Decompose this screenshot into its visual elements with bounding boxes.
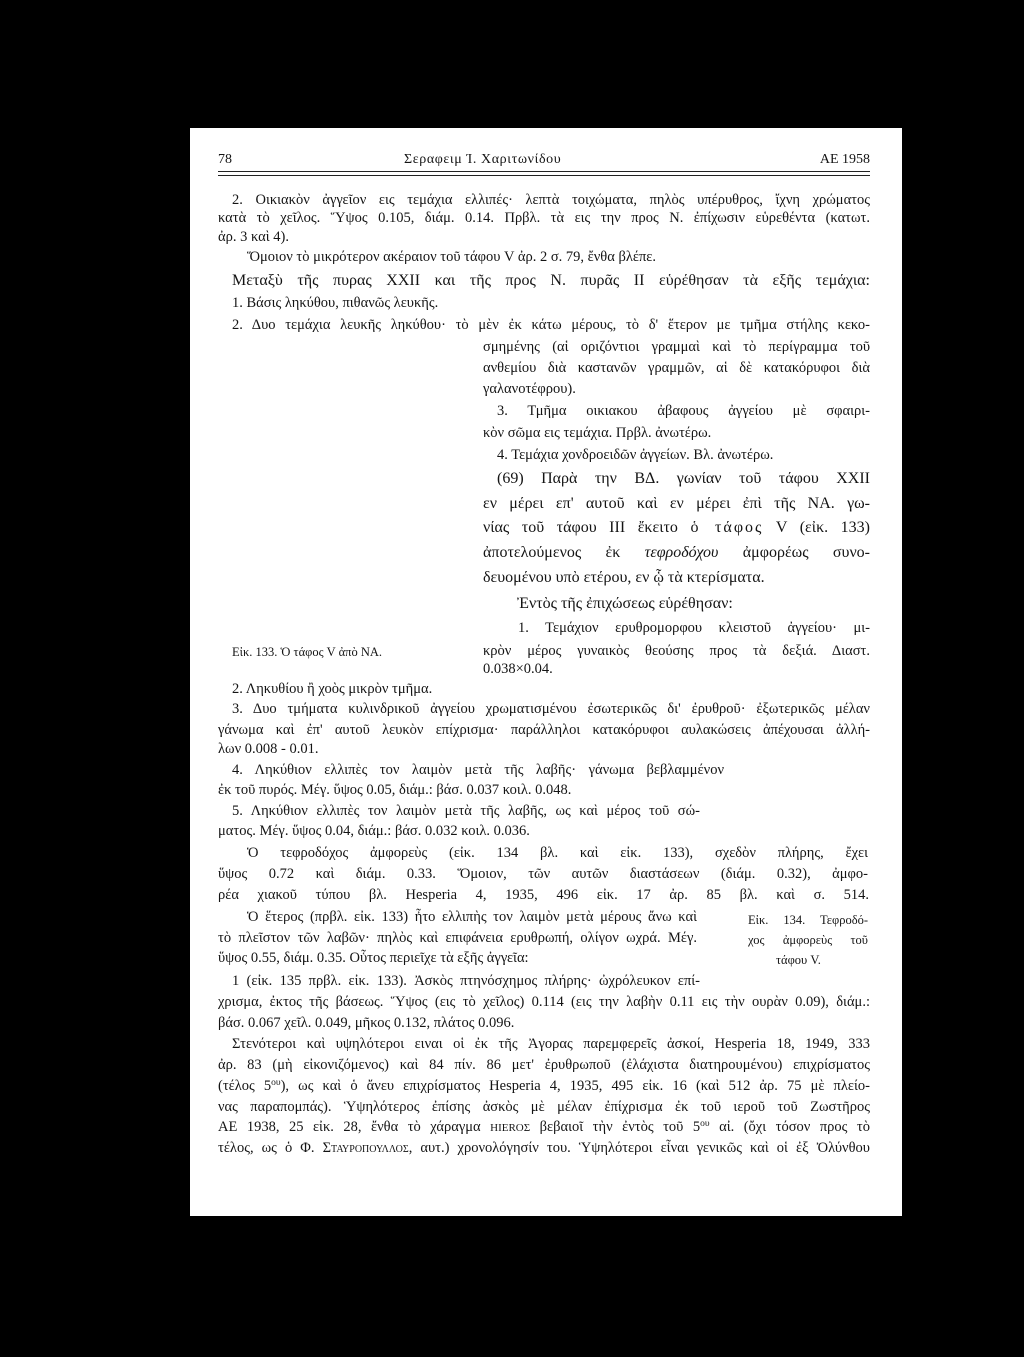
text-line: Ἐντὸς τῆς ἐπιχώσεως εὑρέθησαν: [517,595,733,612]
text-line: 1. Βάσις ληκύθου, πιθανῶς λευκῆς. [232,295,439,311]
text-line: 1 (εἰκ. 135 πρβλ. εἰκ. 133). Ἀσκὸς πτηνόσχημος πλήρης· ὠχρόλευκον επί- [232,973,700,989]
text-line: γαλανοτέφρου). [483,381,576,397]
text-line: ἐκ τοῦ πυρός. Μέγ. ὕψος 0.05, διάμ.: βάσ. 0.037 κοιλ. 0.048. [218,782,572,798]
text-line: Ὁ τεφροδόχος ἀμφορεὺς (εἰκ. 134 βλ. καὶ εἰκ. 133), σχεδὸν πλήρης, ἔχει [247,845,868,861]
text-line [218,1138,870,1158]
text-line: νας παραπομπάς). Ὑψηλότερος ἐπίσης ἀσκὸς μὲ μέλαν ἐπίχρισμα ἐκ τοῦ ιεροῦ τοῦ Ζωστῆρος [218,1099,870,1115]
text-line: 3. Δυο τμήματα κυλινδρικοῦ ἀγγείου χρωματισμένου ἐσωτερικῶς δι' ἐρυθροῦ· ἐξωτερικῶς μέλαν [232,701,870,717]
text-line: 4. Ληκύθιον ελλιπὲς τον λαιμὸν μετὰ τῆς λαβῆς· γάνωμα βεβλαμμένον [232,762,724,778]
text-line: Στενότεροι καὶ υψηλότεροι ειναι οἱ ἐκ τῆς Ἀγορας παρεμφερεῖς ἀσκοί, Hesperia 18, 1949, 333 [232,1036,870,1052]
header-rule [218,171,870,172]
text-line: εν μέρει επ' αυτοῦ καὶ εν μέρει ἐπὶ τῆς ΝΑ. γω- [483,495,870,512]
section-heading-line: Μεταξὺ τῆς πυρας XXII και τῆς προς Ν. πυρᾶς II εὑρέθησαν τὰ εξῆς τεμάχια: [232,272,870,289]
text-line: 5. Ληκύθιον ελλιπὲς τον λαιμὸν μετὰ τῆς λαβῆς, ως καὶ μέρος τοῦ σώ- [232,803,700,819]
text-line: γάνωμα καὶ ἐπ' αυτοῦ λευκὸν επίχρισμα· παράλληλοι κατακόρυφοι αυλακώσεις ἀπέχουσαι ἀλλή- [218,722,870,738]
superscript: ου [700,1119,710,1129]
text-line: ἀρ. 3 καὶ 4). [218,229,289,245]
figure-caption: χος ἀμφορεὺς τοῦ [748,933,868,947]
running-head-journal: ΑΕ 1958 [819,152,870,167]
text-line: δευομένου υπὸ ετέρου, εν ᾧ τὰ κτερίσματα. [483,569,765,586]
text-segment: βεβαιοῖ τὴν ἐντὸς τοῦ 5 [530,1119,701,1135]
text-line: τὸ πλεῖστον τῶν λαβῶν· πηλὸς καὶ επιφάνεια ερυθρωπή, ολίγον ωχρά. Μέγ. [218,930,697,946]
text-line [483,542,870,564]
italic-term: τεφροδόχου [644,544,719,561]
text-segment: V (εἰκ. 133) [763,519,870,536]
text-line: 2. Οικιακὸν ἀγγεῖον εις τεμάχια ελλιπές· λεπτὰ τοιχώματα, πηλὸς υπέρυθρος, ἴχνη χρώματος [232,192,870,208]
text-line: 2. Ληκυθίου ἢ χοὸς μικρὸν τμῆμα. [232,681,433,697]
text-line: ανθεμίου διὰ καστανῶν γραμμῶν, αἱ δὲ κατακόρυφοι διὰ [483,360,870,376]
text-line [218,1117,870,1137]
spaced-text: ὁ τάφος [690,519,764,536]
author-name-smallcaps: Σταυροπουλλος [322,1140,409,1156]
text-line: βάσ. 0.067 χεῖλ. 0.049, μῆκος 0.132, πλάτος 0.096. [218,1015,515,1031]
text-segment: ΑΕ 1938, 25 εἰκ. 28, ἔνθα τὸ χάραγμα [218,1119,491,1135]
text-line: 1. Τεμάχιον ερυθρομορφου κλειστοῦ ἀγγείου· μι- [518,620,870,636]
text-line: ὕψος 0.55, διάμ. 0.35. Οὗτος περιεῖχε τὰ εξῆς ἀγγεῖα: [218,950,529,966]
text-line: χρισμα, ἐκτος τῆς βάσεως. Ὕψος (εις τὸ χεῖλος) 0.114 (εις την λαβὴν 0.11 εις τὴν ουρὰν 0.09), διάμ.: [218,994,870,1010]
section-heading-line: (69) Παρὰ την ΒΔ. γωνίαν τοῦ τάφου XXII [497,470,870,487]
text-segment: (τέλος 5 [218,1078,272,1094]
text-segment: νίας τοῦ τάφου III ἔκειτο [483,519,691,536]
text-line: 4. Τεμάχια χονδροειδῶν ἀγγείων. Βλ. ἀνωτέρω. [497,447,774,463]
text-segment: ), ως καὶ ὁ ἄνευ επιχρίσματος Hesperia 4, 1935, 495 εἰκ. 16 (καὶ 512 ἀρ. 75 μὲ πλείο- [280,1078,870,1094]
figure-caption: Εἰκ. 134. Τεφροδό- [748,913,868,927]
text-line: ἀρ. 83 (μὴ εἰκονιζόμενος) καὶ 84 πίν. 86 μετ' ἐρυθρωποῦ (ἐλάχιστα διατηρουμένου) επιχρίσματος [218,1057,870,1073]
text-line [218,1076,870,1096]
text-line: ματος. Μέγ. ὕψος 0.04, διάμ.: βάσ. 0.032 κοιλ. 0.036. [218,823,530,839]
text-segment: αἰ. (ὄχι τόσον προς τὸ [709,1119,870,1135]
figure-caption: Εἰκ. 133. Ὁ τάφος V ἀπὸ ΝΑ. [232,645,383,659]
superscript: ου [271,1078,281,1088]
text-line [483,517,870,539]
text-line: κρὸν μέρος γυναικὸς θεούσης προς τὰ δεξιά. Διαστ. [483,643,870,659]
text-line: ρέα χιακοῦ τύπου βλ. Hesperia 4, 1935, 496 εἰκ. 17 ἀρ. 85 βλ. καὶ σ. 514. [218,887,869,903]
text-line: 0.038×0.04. [483,661,553,677]
text-segment: , αυτ.) χρονολόγησίν του. Ὑψηλότεροι εἶναι γενικῶς καὶ οἱ ἐξ Ὀλύνθου [408,1140,870,1156]
text-line: Ὅμοιον τὸ μικρότερον ακέραιον τοῦ τάφου V ἀρ. 2 σ. 79, ἔνθα βλέπε. [247,249,656,265]
header-rule [218,175,870,176]
text-line: σμημένης (αἱ οριζόντιοι γραμμαὶ καὶ τὸ περίγραμμα τοῦ [483,339,870,355]
text-line: 2. Δυο τεμάχια λευκῆς ληκύθου· τὸ μὲν ἐκ κάτω μέρους, τὸ δ' ἕτερον με τμῆμα στήλης κεκο- [232,317,870,333]
text-line: λων 0.008 - 0.01. [218,741,319,757]
text-segment: τέλος, ως ὁ Φ. [218,1140,323,1156]
text-line: κὸν σῶμα εις τεμάχια. Πρβλ. ἀνωτέρω. [483,425,712,441]
figure-caption: τάφου V. [776,953,821,967]
inscription-text: HIEROΣ [490,1122,531,1134]
text-line: 3. Τμῆμα οικιακου ἀβαφους ἀγγείου μὲ σφαιρι- [497,403,870,419]
text-line: κατὰ τὸ χεῖλος. Ὕψος 0.105, διάμ. 0.14. Πρβλ. τὰ εις την προς Ν. ἐπίχωσιν εὑρεθέντα (κατωτ. [218,210,870,226]
text-segment: ἀμφορέως συνο- [718,544,871,561]
running-head-author: Σεραφειμ Ί. Χαριτωνίδου [404,152,562,167]
text-line: ὕψος 0.72 καὶ διάμ. 0.33. Ὅμοιον, τῶν αυτῶν διαστάσεων (διάμ. 0.32), ἀμφο- [218,866,868,882]
text-line: Ὁ ἕτερος (πρβλ. εἰκ. 133) ἦτο ελλιπὴς τον λαιμὸν μετὰ μέρους ἄνω καὶ [247,909,697,925]
page-number: 78 [218,152,232,167]
text-segment: ἀποτελούμενος ἐκ [483,544,645,561]
